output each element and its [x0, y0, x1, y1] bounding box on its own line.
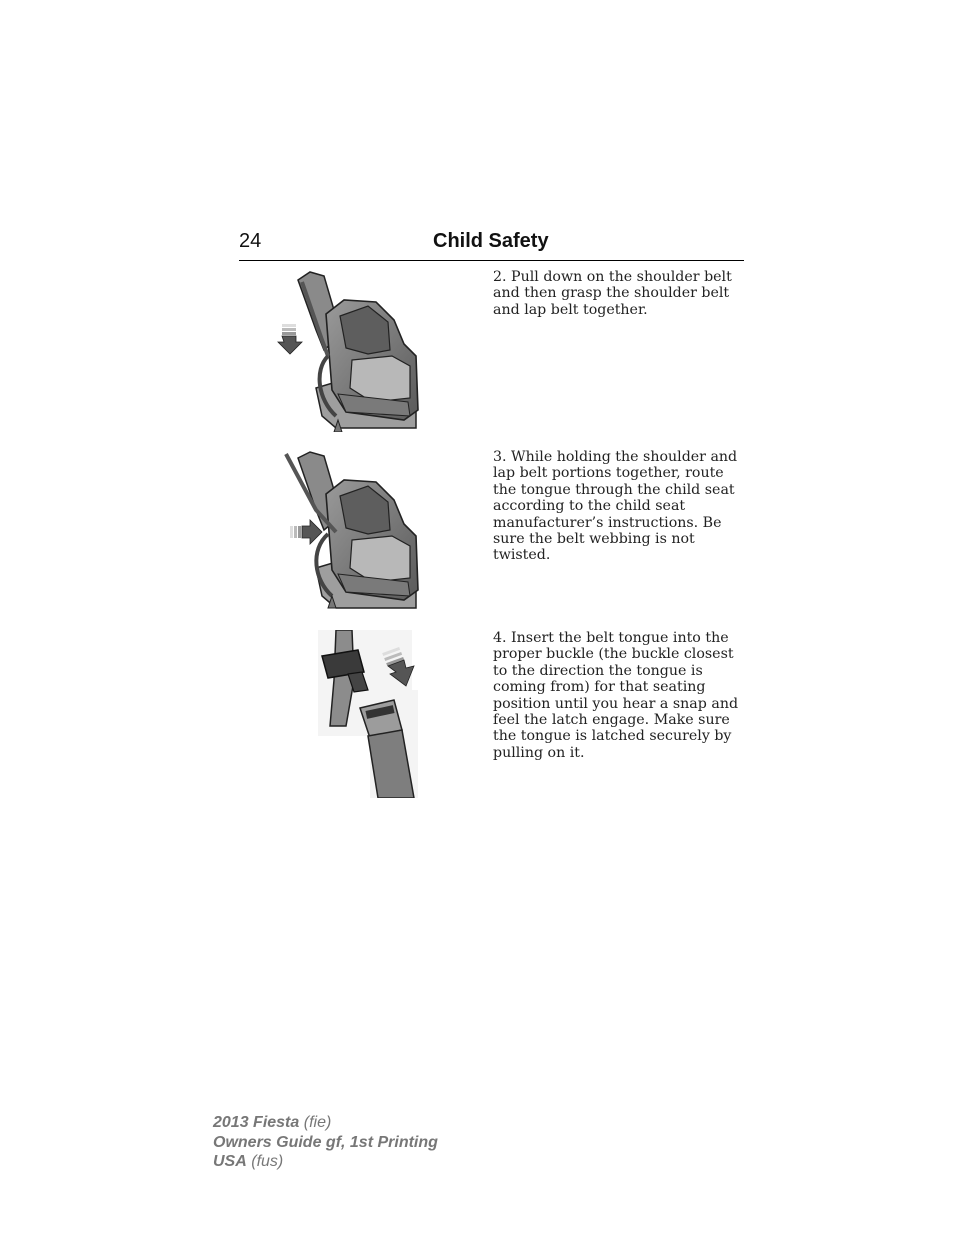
footer-model-code: (fie)	[303, 1114, 332, 1131]
footer-line-3	[213, 1152, 438, 1172]
document-footer	[213, 1113, 438, 1172]
footer-market: USA	[213, 1153, 247, 1170]
instruction-step-4: 4. Insert the belt tongue into the proper buckle (the buckle closest to the direction the tongue is coming from) for that seating position until you hear a snap and feel the latch engage. Make sure the tongue is latched securely by pulling on it.	[493, 630, 739, 761]
instruction-step-2: 2. Pull down on the shoulder belt and then grasp the shoulder belt and lap belt together.	[493, 269, 732, 318]
section-title: Child Safety	[433, 230, 549, 252]
instruction-step-3: 3. While holding the shoulder and lap belt portions together, route the tongue through the child seat according to the child seat manufacturer’s instructions. Be sure the belt webbing is not twisted.	[493, 449, 738, 564]
page-header	[239, 228, 744, 261]
footer-guide-edition: Owners Guide gf, 1st Printing	[213, 1133, 438, 1151]
page-number: 24	[239, 230, 262, 252]
buckle-insert-illustration	[318, 630, 418, 798]
footer-market-code: (fus)	[251, 1153, 284, 1170]
footer-line-1	[213, 1113, 438, 1133]
child-seat-route-belt-illustration	[280, 450, 426, 612]
child-seat-pull-belt-illustration	[276, 270, 426, 432]
footer-model: 2013 Fiesta	[213, 1114, 300, 1131]
footer-line-2	[213, 1133, 438, 1153]
